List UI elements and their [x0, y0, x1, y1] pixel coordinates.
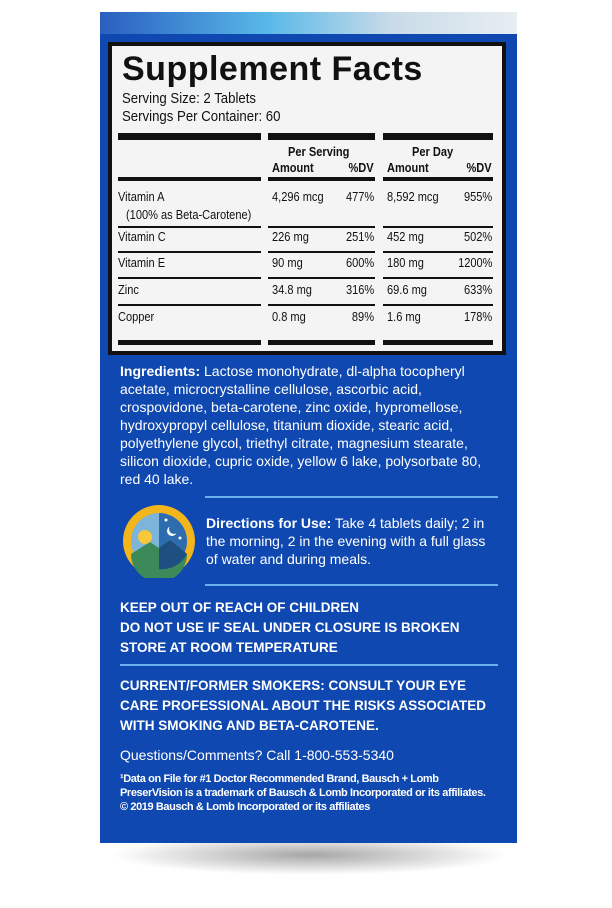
day-dv: 1200%	[457, 255, 492, 270]
day-dv: 502%	[463, 229, 492, 244]
serving-dv: 251%	[345, 229, 374, 244]
smokers-warning: CURRENT/FORMER SMOKERS: CONSULT YOUR EYE CARE PROFESSIONAL ABOUT THE RISKS ASSOCIATED WITH SMOKING AND BETA-CAROTENE.	[120, 678, 487, 733]
nutrient-name: Zinc	[118, 282, 139, 297]
serving-dv: 316%	[345, 282, 374, 297]
serving-amount: 90 mg	[272, 255, 303, 270]
divider	[120, 664, 498, 666]
servings-per-container: Servings Per Container: 60	[122, 108, 281, 125]
serving-amount: 0.8 mg	[272, 309, 306, 324]
nutrient-name: Vitamin E	[118, 255, 166, 270]
serving-amount: 226 mg	[272, 229, 309, 244]
per-serving-header: Per Serving	[288, 144, 350, 159]
facts-title: Supplement Facts	[122, 50, 423, 88]
serving-dv: 89%	[351, 309, 374, 324]
serving-dv: 600%	[345, 255, 374, 270]
serving-dv: 477%	[345, 189, 374, 204]
divider	[205, 496, 498, 498]
box-top-strip	[100, 12, 517, 34]
footnotes: ¹Data on File for #1 Doctor Recommended Brand, Bausch + Lomb PreserVision is a trademark of Bausch & Lomb Incorporated or its affiliates. © 2019 Bausch & Lomb Incorporated or its affiliates	[120, 773, 486, 813]
directions: Directions for Use: Take 4 tablets daily; 2 in the morning, 2 in the evening with a full glass of water and during meals.	[206, 515, 486, 567]
day-dv: 955%	[463, 189, 492, 204]
day-dv: 633%	[463, 282, 492, 297]
day-amount: 1.6 mg	[387, 309, 421, 324]
warnings: KEEP OUT OF REACH OF CHILDREN DO NOT USE IF SEAL UNDER CLOSURE IS BROKEN STORE AT ROOM TEMPERATURE	[120, 600, 460, 655]
serving-amount: 4,296 mcg	[272, 189, 324, 204]
amount-header: Amount	[272, 160, 314, 175]
dv-header: %DV	[348, 160, 374, 175]
dv-header: %DV	[466, 160, 492, 175]
serving-size: Serving Size: 2 Tablets	[122, 90, 257, 107]
nutrient-name: Copper	[118, 309, 155, 324]
sun-moon-icon	[120, 504, 198, 578]
serving-amount: 34.8 mg	[272, 282, 312, 297]
day-amount: 452 mg	[387, 229, 424, 244]
supplement-facts-panel	[108, 42, 506, 355]
day-amount: 8,592 mcg	[387, 189, 439, 204]
nutrient-name: Vitamin A	[118, 189, 165, 204]
nutrient-name: Vitamin C	[118, 229, 166, 244]
day-amount: 180 mg	[387, 255, 424, 270]
nutrient-source: (100% as Beta-Carotene)	[126, 207, 252, 222]
divider	[205, 584, 498, 586]
questions-phone: Questions/Comments? Call 1-800-553-5340	[120, 747, 394, 763]
amount-header: Amount	[387, 160, 429, 175]
per-day-header: Per Day	[412, 144, 454, 159]
box-text-column	[120, 362, 498, 814]
ingredients: Ingredients: Lactose monohydrate, dl-alpha tocopheryl acetate, microcrystalline cellulose, ascorbic acid, crospovidone, beta-carotene, zinc oxide, hypromellose, hydroxypropyl cellulose, titanium dioxide, stearic acid, polyethylene glycol, triethyl citrate, magnesium stearate, silicon dioxide, cupric oxide, yellow 6 lake, polysorbate 80, red 40 lake.	[120, 363, 482, 487]
day-amount: 69.6 mg	[387, 282, 427, 297]
day-dv: 178%	[463, 309, 492, 324]
